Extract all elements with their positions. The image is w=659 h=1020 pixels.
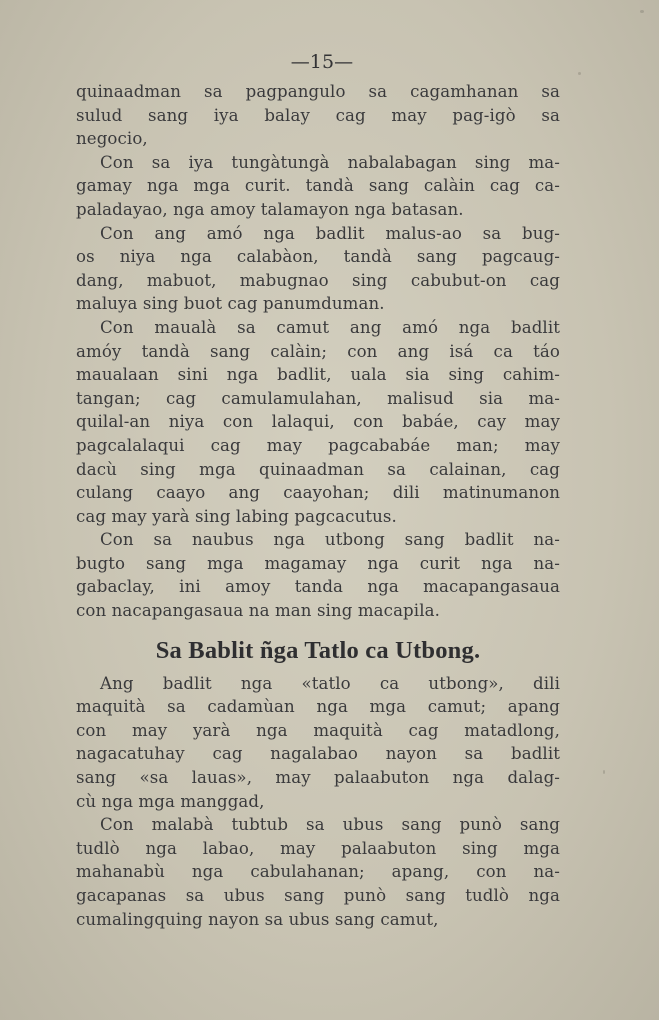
text-line: cag may yarà sing labing pagcacutus.: [76, 506, 397, 526]
text-line: Con sa iya tungàtungà nabalabagan sing ma-: [100, 152, 560, 172]
text-line: gamay nga mga curit. tandà sang calàin cag ca-: [76, 176, 560, 196]
text-line: paladayao, nga amoy talamayon nga batasan.: [76, 199, 464, 219]
text-line: maquità sa cadamùan nga mga camut; apang: [76, 697, 560, 717]
text-line: cumalingquing nayon sa ubus sang camut,: [76, 909, 439, 929]
text-line: quinaadman sa pagpangulo sa cagamhanan sa: [76, 82, 560, 101]
page-number: —15—: [290, 51, 354, 73]
paragraph: [76, 528, 560, 622]
text-line: negocio,: [76, 129, 148, 149]
paragraph: [76, 151, 560, 222]
paragraph: [76, 813, 560, 931]
text-line: dacù sing mga quinaadman sa calainan, cag: [76, 459, 560, 479]
text-line: cù nga mga manggad,: [76, 791, 265, 811]
bottom-section: [76, 672, 560, 932]
text-line: sang «sa lauas», may palaabuton nga dalag-: [76, 768, 560, 788]
text-line: dang, mabuot, mabugnao sing cabubut-on cag: [76, 270, 560, 290]
text-line: gabaclay, ini amoy tanda nga macapangasaua: [76, 577, 560, 597]
text-line: quilal-an niya con lalaqui, con babáe, cay may: [76, 412, 560, 432]
text-line: os niya nga calabàon, tandà sang pagcaug-: [76, 247, 560, 267]
text-line: gacapanas sa ubus sang punò sang tudlò nga: [76, 886, 560, 905]
section-heading: Sa Bablit ñga Tatlo ca Utbong.: [155, 636, 481, 664]
paragraph: [76, 80, 560, 151]
page-speck: [640, 10, 644, 13]
text-line: maluya sing buot cag panumduman.: [76, 294, 385, 314]
text-line: nagacatuhay cag nagalabao nayon sa badlit: [76, 744, 560, 764]
text-line: mahanabù nga cabulahanan; apang, con na-: [76, 862, 560, 882]
paragraph: [76, 222, 560, 316]
paragraph: [76, 672, 560, 814]
page-speck: [578, 72, 581, 75]
text-line: bugto sang mga magamay nga curit nga na-: [76, 553, 560, 573]
text-line: culang caayo ang caayohan; dili matinumanon: [76, 483, 560, 503]
text-line: Con malabà tubtub sa ubus sang punò sang: [100, 815, 560, 835]
text-line: tudlò nga labao, may palaabuton sing mga: [76, 838, 560, 858]
text-line: pagcalalaqui cag may pagcababáe man; may: [76, 435, 560, 455]
text-line: Con maualà sa camut ang amó nga badlit: [100, 317, 560, 337]
text-line: con nacapangasaua na man sing macapila.: [76, 601, 440, 621]
text-line: Con ang amó nga badlit malus-ao sa bug-: [100, 223, 560, 243]
text-line: Ang badlit nga «tatlo ca utbong», dili: [100, 673, 560, 693]
text-line: Con sa naubus nga utbong sang badlit na-: [100, 530, 560, 550]
text-line: maualaan sini nga badlit, uala sia sing cahim-: [76, 365, 560, 385]
text-line: tangan; cag camulamulahan, malisud sia ma-: [76, 388, 560, 408]
text-line: amóy tandà sang calàin; con ang isá ca táo: [76, 341, 560, 361]
page-speck: [603, 770, 605, 774]
page-text: [76, 48, 560, 931]
top-section: [76, 80, 560, 623]
paragraph: [76, 316, 560, 528]
text-line: sulud sang iya balay cag may pag-igò sa: [76, 105, 560, 125]
text-line: con may yarà nga maquità cag matadlong,: [76, 720, 560, 740]
